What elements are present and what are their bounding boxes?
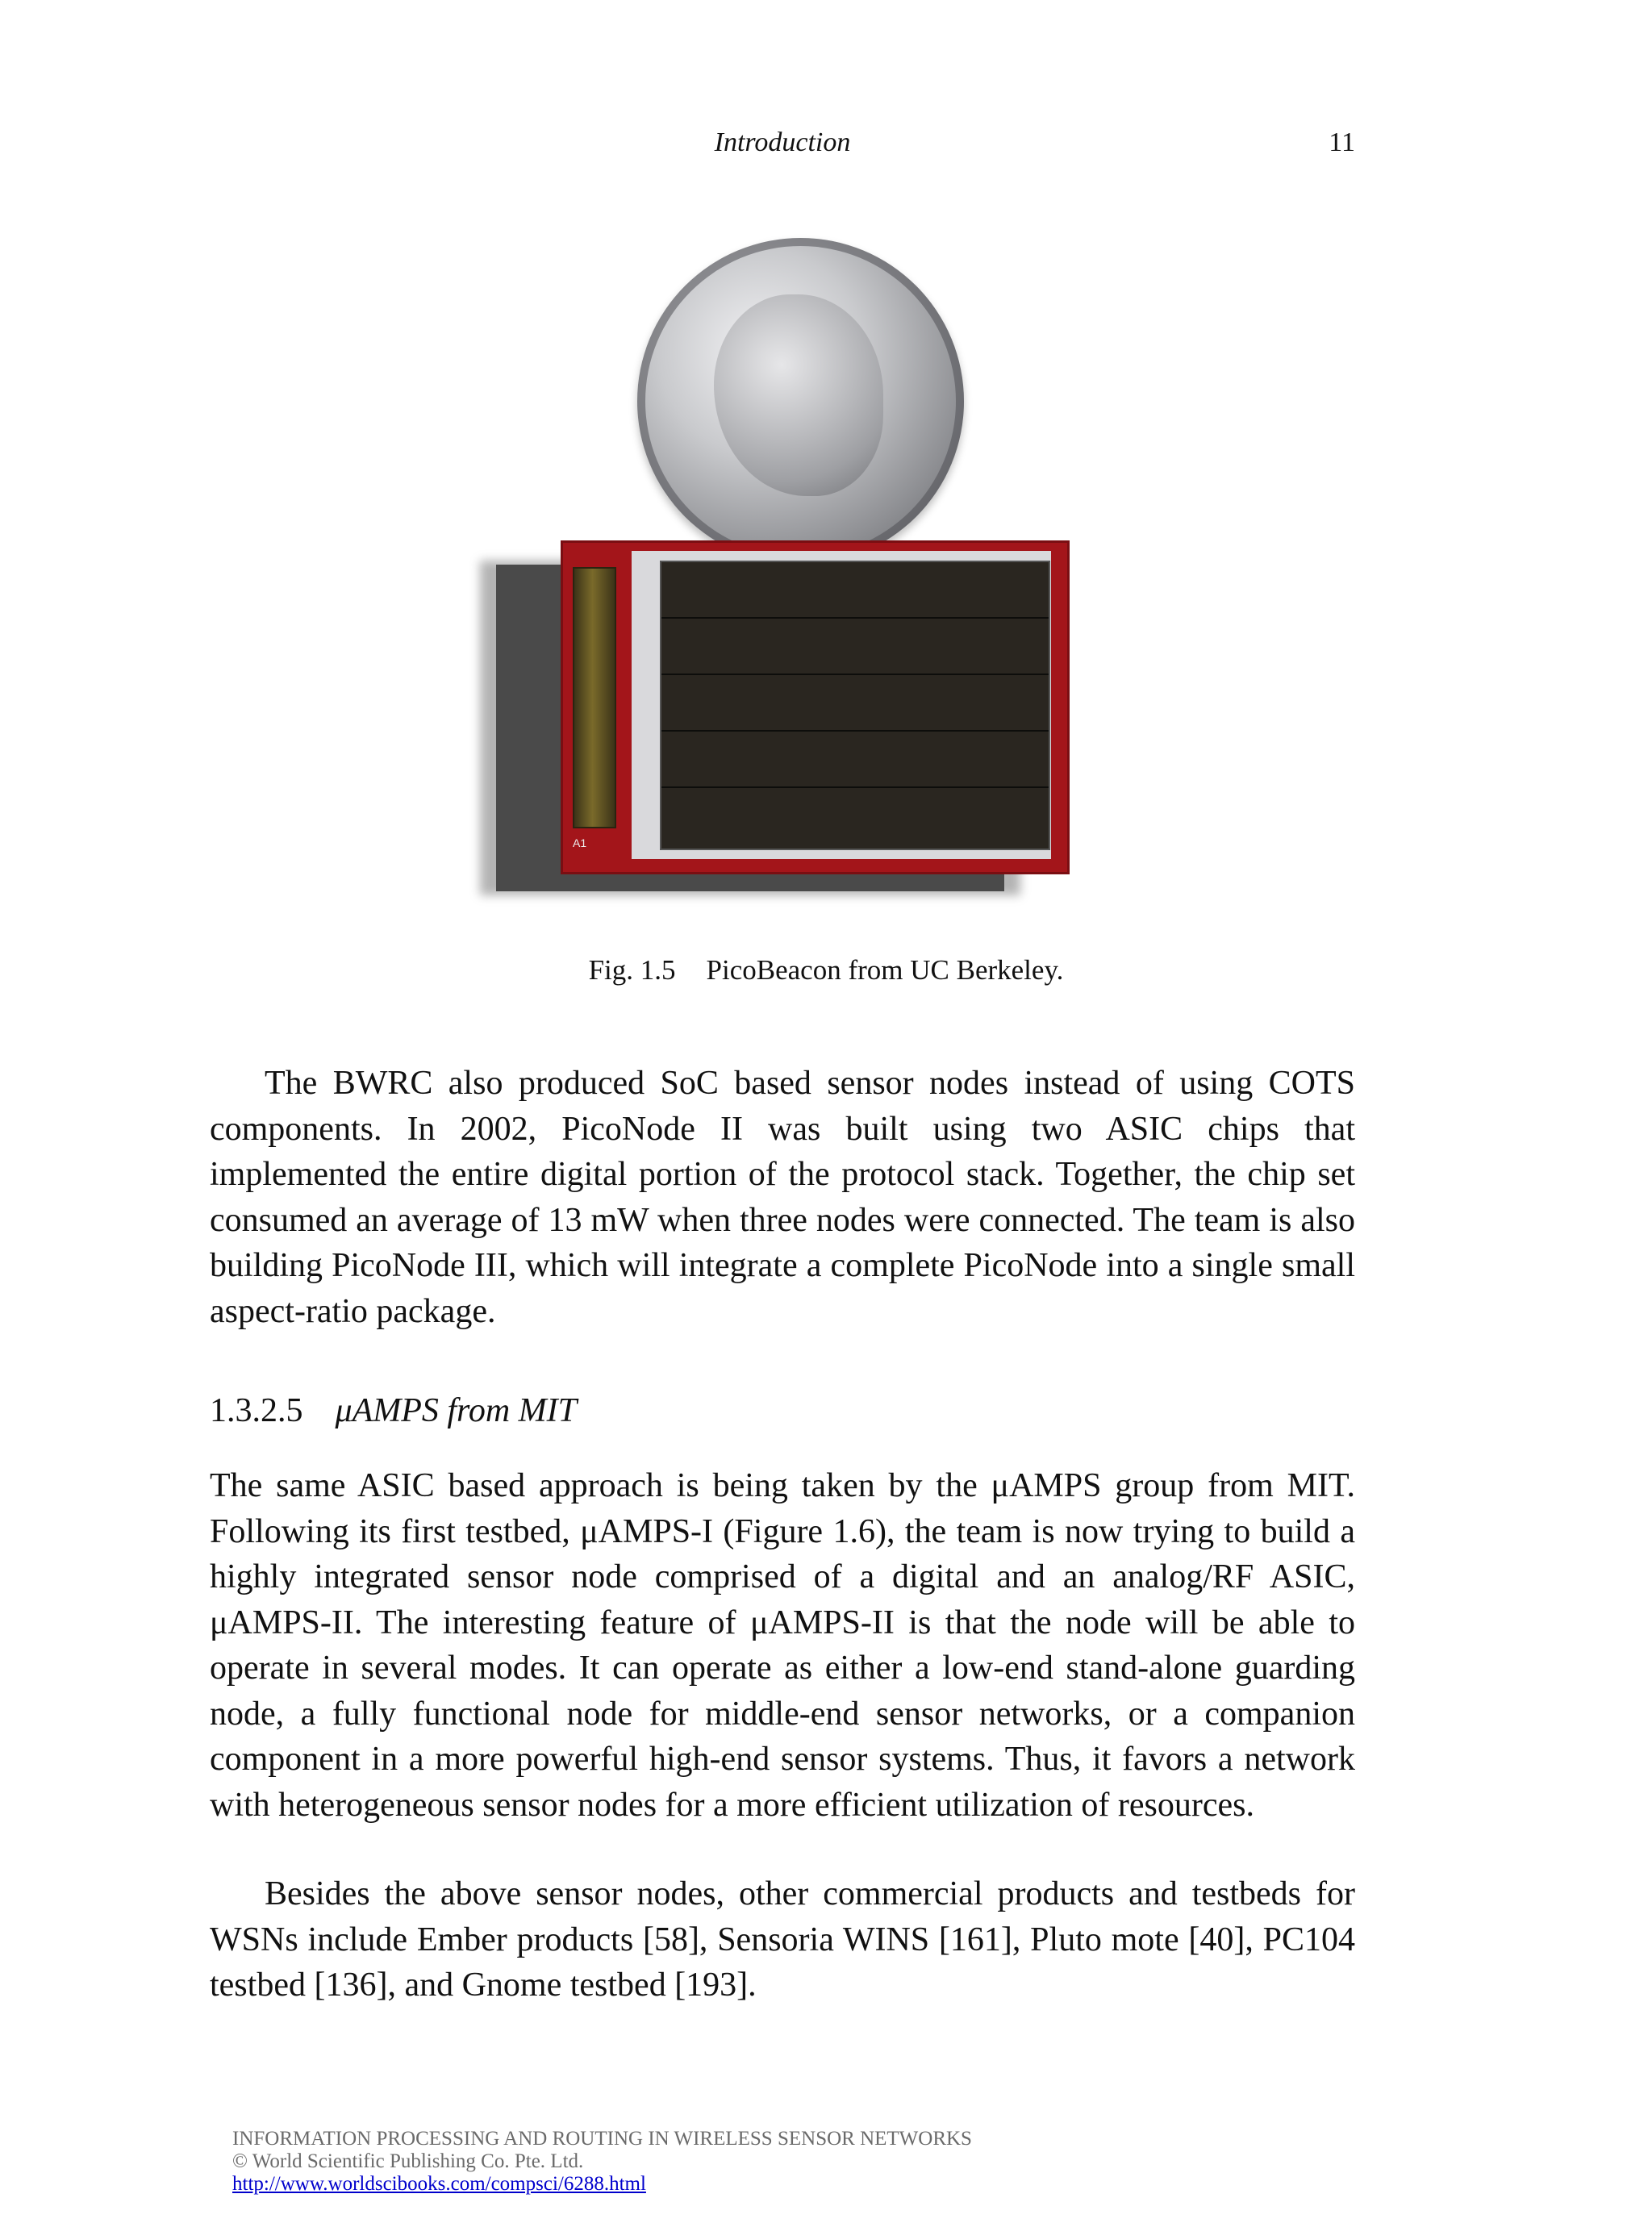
- footer-book-title: INFORMATION PROCESSING AND ROUTING IN WIRELESS SENSOR NETWORKS: [232, 2128, 972, 2150]
- running-title: Introduction: [714, 127, 851, 157]
- section-title: μAMPS from MIT: [335, 1392, 577, 1429]
- caption-label: Fig. 1.5: [588, 954, 676, 986]
- footer-copyright: © World Scientific Publishing Co. Pte. Ltd.: [232, 2150, 584, 2172]
- solar-cell-panel: [660, 561, 1050, 850]
- solar-cell-divider: [661, 674, 1049, 675]
- figure-picobeacon-photo: [468, 226, 1097, 903]
- solar-cell-divider: [661, 617, 1049, 619]
- section-number: 1.3.2.5: [210, 1392, 303, 1429]
- coin-portrait: [714, 294, 883, 496]
- page-footer: [232, 2128, 972, 2196]
- chip-marking: A1: [573, 836, 587, 849]
- antenna-chip: [573, 567, 616, 828]
- quarter-coin-image: [637, 238, 964, 565]
- paragraph-besides: Besides the above sensor nodes, other commercial products and testbeds for WSNs include Ember products [58], Sensoria WINS [161], Pluto mote [40], PC104 testbed [136], and Gnome testbed [193].: [210, 1875, 1355, 2004]
- caption-text: PicoBeacon from UC Berkeley.: [706, 954, 1064, 986]
- solar-cell-divider: [661, 786, 1049, 788]
- paragraph-bwrc: The BWRC also produced SoC based sensor nodes instead of using COTS components. In 2002, PicoNode II was built using two ASIC chips that implemented the entire digital portion of the protocol stack. Together, the chip set consumed an average of 13 mW when three nodes were connected. The team is also building PicoNode III, which will integrate a complete PicoNode into a single small aspect-ratio package.: [210, 1065, 1355, 1330]
- section-heading: [210, 1391, 577, 1430]
- picobeacon-board-image: [561, 540, 1070, 874]
- footer-url-link[interactable]: http://www.worldscibooks.com/compsci/6288.html: [232, 2173, 646, 2195]
- running-head: [210, 127, 1355, 166]
- solar-cell-divider: [661, 730, 1049, 732]
- figure-caption: [0, 954, 1652, 986]
- page-number: 11: [1329, 127, 1355, 157]
- paragraph-mit: The same ASIC based approach is being taken by the μAMPS group from MIT. Following its first testbed, μAMPS-I (Figure 1.6), the team is now trying to build a highly integrated sensor node comprised of a digital and an analog/RF ASIC, μAMPS-II. The interesting feature of μAMPS-II is that the node will be able to operate in several modes. It can operate as either a low-end stand-alone guarding node, a fully functional node for middle-end sensor networks, or a companion component in a more powerful high-end sensor systems. Thus, it favors a network with heterogeneous sensor nodes for a more efficient utilization of resources.: [210, 1467, 1355, 1824]
